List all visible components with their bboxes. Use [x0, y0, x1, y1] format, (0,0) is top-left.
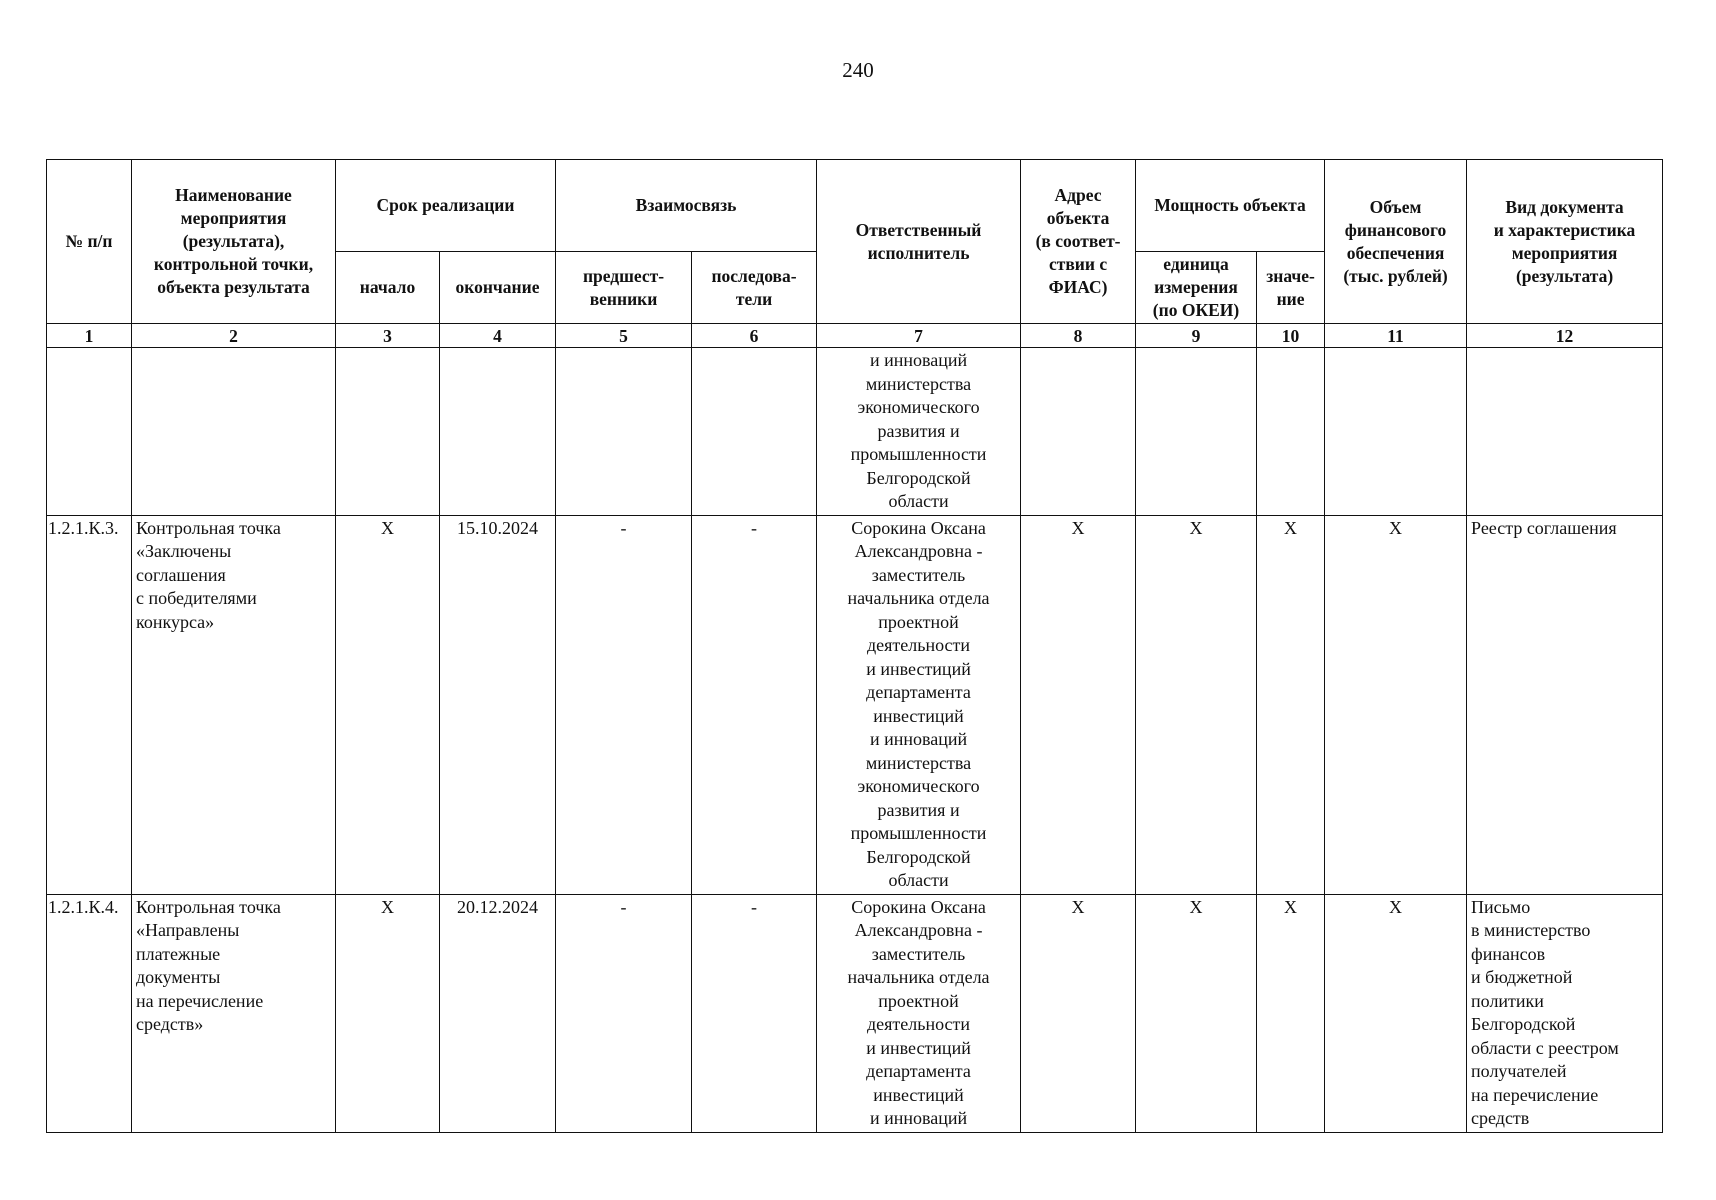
cell-name: Контрольная точка «Заключены соглашения с победителями конкурса»	[132, 515, 336, 894]
column-number: 5	[556, 324, 692, 348]
page-number: 240	[842, 58, 874, 82]
cell-name	[132, 348, 336, 516]
cell-predecessors: -	[556, 515, 692, 894]
cell-address	[1021, 348, 1136, 516]
cell-unit: Х	[1136, 515, 1257, 894]
cell-num: 1.2.1.К.3.	[47, 515, 132, 894]
cell-unit	[1136, 348, 1257, 516]
cell-funding	[1325, 348, 1467, 516]
cell-successors: -	[692, 515, 817, 894]
column-number: 3	[336, 324, 440, 348]
cell-successors: -	[692, 894, 817, 1132]
cell-predecessors	[556, 348, 692, 516]
cell-executor: Сорокина Оксана Александровна - заместитель начальника отдела проектной деятельности и инвестиций департамента инвестиций и инноваций министерства экономического развития и промышленности Белгородской области	[817, 515, 1021, 894]
header-num: № п/п	[47, 160, 132, 324]
column-number: 1	[47, 324, 132, 348]
header-period-end: окончание	[440, 252, 556, 324]
cell-start	[336, 348, 440, 516]
cell-doc	[1467, 348, 1663, 516]
column-number: 12	[1467, 324, 1663, 348]
header-successors: последова- тели	[692, 252, 817, 324]
cell-num	[47, 348, 132, 516]
cell-executor: и инноваций министерства экономического развития и промышленности Белгородской области	[817, 348, 1021, 516]
cell-name: Контрольная точка «Направлены платежные документы на перечисление средств»	[132, 894, 336, 1132]
cell-value: Х	[1257, 894, 1325, 1132]
cell-address: Х	[1021, 894, 1136, 1132]
column-number: 11	[1325, 324, 1467, 348]
cell-end: 20.12.2024	[440, 894, 556, 1132]
table-row	[47, 894, 1663, 1132]
cell-predecessors: -	[556, 894, 692, 1132]
cell-doc: Реестр соглашения	[1467, 515, 1663, 894]
column-number: 6	[692, 324, 817, 348]
header-predecessors: предшест- венники	[556, 252, 692, 324]
cell-executor: Сорокина Оксана Александровна - заместитель начальника отдела проектной деятельности и инвестиций департамента инвестиций и инноваций	[817, 894, 1021, 1132]
cell-end: 15.10.2024	[440, 515, 556, 894]
header-address: Адрес объекта (в соответ- ствии с ФИАС)	[1021, 160, 1136, 324]
header-doc-type: Вид документа и характеристика мероприятия (результата)	[1467, 160, 1663, 324]
column-number: 9	[1136, 324, 1257, 348]
column-number: 7	[817, 324, 1021, 348]
cell-start: Х	[336, 515, 440, 894]
header-capacity: Мощность объекта	[1136, 160, 1325, 252]
column-number-row	[47, 324, 1663, 348]
cell-funding: Х	[1325, 515, 1467, 894]
column-number: 4	[440, 324, 556, 348]
cell-value	[1257, 348, 1325, 516]
header-capacity-value: значе- ние	[1257, 252, 1325, 324]
cell-unit: Х	[1136, 894, 1257, 1132]
table-row	[47, 348, 1663, 516]
cell-num: 1.2.1.К.4.	[47, 894, 132, 1132]
header-capacity-unit: единица измерения (по ОКЕИ)	[1136, 252, 1257, 324]
table-row	[47, 515, 1663, 894]
cell-start: Х	[336, 894, 440, 1132]
cell-funding: Х	[1325, 894, 1467, 1132]
plan-table	[46, 159, 1663, 1133]
header-period: Срок реализации	[336, 160, 556, 252]
header-executor: Ответственный исполнитель	[817, 160, 1021, 324]
cell-value: Х	[1257, 515, 1325, 894]
header-period-start: начало	[336, 252, 440, 324]
column-number: 2	[132, 324, 336, 348]
cell-end	[440, 348, 556, 516]
cell-successors	[692, 348, 817, 516]
cell-address: Х	[1021, 515, 1136, 894]
header-name: Наименование мероприятия (результата), контрольной точки, объекта результата	[132, 160, 336, 324]
column-number: 10	[1257, 324, 1325, 348]
header-funding: Объем финансового обеспечения (тыс. рублей)	[1325, 160, 1467, 324]
header-row	[47, 160, 1663, 252]
cell-doc: Письмо в министерство финансов и бюджетной политики Белгородской области с реестром получателей на перечисление средств	[1467, 894, 1663, 1132]
header-links: Взаимосвязь	[556, 160, 817, 252]
column-number: 8	[1021, 324, 1136, 348]
